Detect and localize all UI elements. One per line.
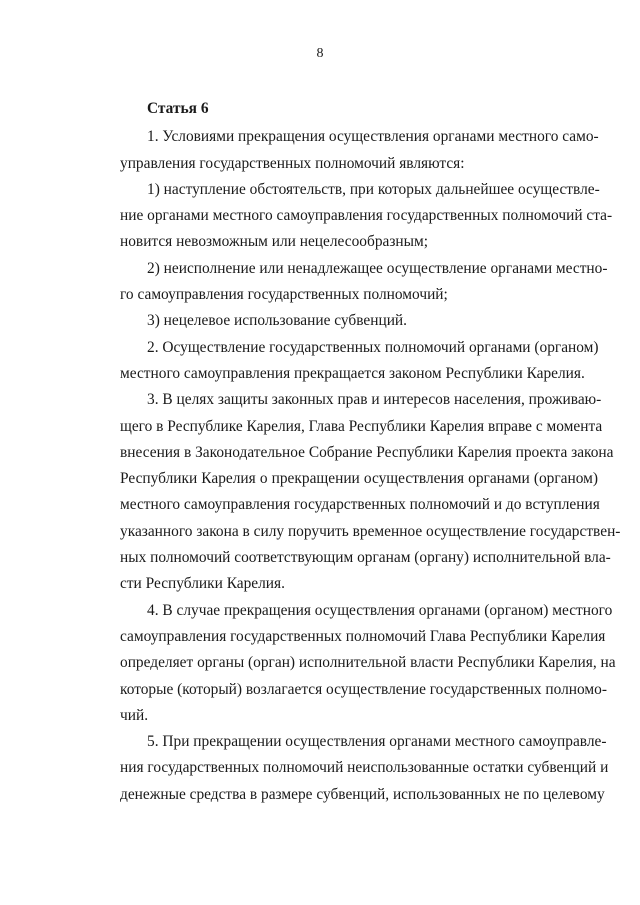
paragraph-line: 1) наступление обстоятельств, при которых дальнейшее осуществле- — [147, 180, 600, 198]
paragraph-line: которые (который) возлагается осуществление государственных полномо- — [120, 680, 607, 698]
page-number: 8 — [316, 46, 324, 61]
paragraph-line: указанного закона в силу поручить временное осуществление государствен- — [120, 522, 621, 540]
paragraph-line: местного самоуправления государственных полномочий и до вступления — [120, 496, 600, 514]
paragraph-line: го самоуправления государственных полномочий; — [120, 286, 448, 304]
paragraph-line: местного самоуправления прекращается законом Республики Карелия. — [120, 364, 585, 382]
paragraph-line: ных полномочий соответствующим органам (органу) исполнительной вла- — [120, 549, 611, 567]
paragraph-line: новится невозможным или нецелесообразным; — [120, 233, 429, 251]
paragraph-line: 4. В случае прекращения осуществления органами (органом) местного — [147, 601, 613, 619]
article-paragraph — [120, 124, 598, 177]
paragraph-line: ние органами местного самоуправления государственных полномочий ста- — [120, 207, 613, 225]
article-paragraph — [120, 387, 621, 597]
article-title: Статья 6 — [147, 100, 209, 117]
paragraph-line: 5. При прекращении осуществления органами местного самоуправле- — [147, 733, 607, 751]
paragraph-line: определяет органы (орган) исполнительной власти Республики Карелия, на — [120, 654, 616, 672]
paragraph-line: 1. Условиями прекращения осуществления органами местного само- — [147, 128, 599, 146]
article-paragraph — [120, 177, 613, 256]
article-paragraph — [120, 335, 598, 388]
article-paragraph — [120, 308, 598, 334]
paragraph-line: сти Республики Карелия. — [120, 575, 285, 593]
paragraph-line: 3) нецелевое использование субвенций. — [147, 312, 408, 330]
paragraph-line: денежные средства в размере субвенций, использованных не по целевому — [120, 785, 605, 803]
paragraph-line: щего в Республике Карелия, Глава Республики Карелия вправе с момента — [120, 417, 603, 435]
article-paragraph — [120, 598, 616, 729]
paragraph-line: 2) неисполнение или ненадлежащее осуществление органами местно- — [147, 259, 608, 277]
article-paragraph — [120, 729, 609, 808]
paragraph-line: ния государственных полномочий неиспользованные остатки субвенций и — [120, 759, 609, 777]
paragraph-line: внесения в Законодательное Собрание Республики Карелия проекта закона — [120, 443, 614, 461]
paragraph-line: 2. Осуществление государственных полномочий органами (органом) — [147, 338, 599, 356]
article-body — [120, 96, 621, 808]
paragraph-line: 3. В целях защиты законных прав и интересов населения, проживаю- — [147, 391, 602, 409]
paragraph-line: самоуправления государственных полномочий Глава Республики Карелия — [120, 627, 606, 645]
paragraph-line: чий. — [120, 706, 149, 724]
paragraph-line: управления государственных полномочий являются: — [120, 154, 465, 172]
article-paragraphs — [120, 124, 621, 808]
paragraph-line: Республики Карелия о прекращении осуществления органами (органом) — [120, 470, 598, 488]
article-paragraph — [120, 256, 608, 309]
